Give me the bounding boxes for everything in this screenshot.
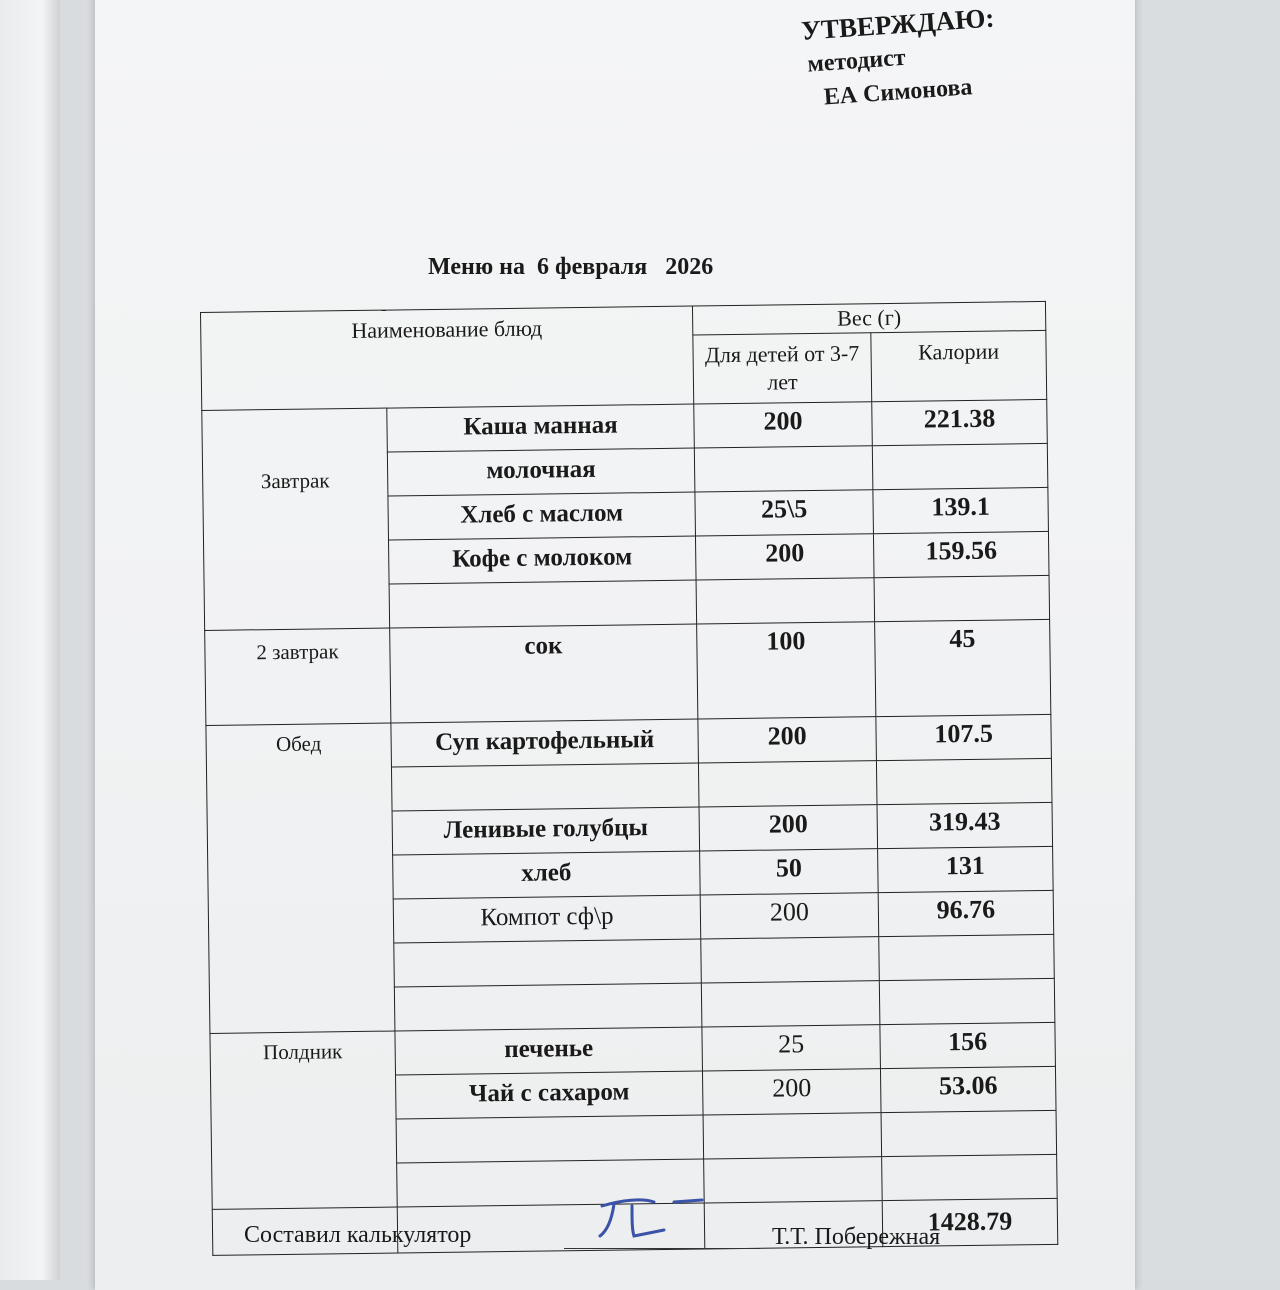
dish-weight	[704, 1157, 883, 1203]
menu-title: Меню на 6 февраля 2026	[428, 254, 714, 280]
dish-name	[396, 1115, 704, 1163]
dish-weight	[694, 446, 873, 492]
document-footer	[244, 1222, 1004, 1262]
approval-position: методист	[806, 44, 907, 78]
header-children-age: Для детей от 3-7 лет	[693, 333, 872, 404]
dish-name	[394, 983, 702, 1031]
dish-weight: 200	[699, 805, 878, 851]
meal-breakfast: Завтрак	[202, 408, 390, 630]
table-row	[205, 619, 1051, 725]
dish-weight: 100	[697, 622, 876, 719]
dish-weight: 50	[700, 849, 879, 895]
dish-name: Чай с сахаром	[396, 1071, 704, 1119]
background	[1135, 0, 1280, 1280]
dish-weight: 25	[702, 1025, 881, 1071]
dish-weight: 25\5	[695, 490, 874, 536]
approval-name: ЕА Симонова	[822, 74, 974, 111]
dish-calories	[872, 443, 1048, 489]
signature-line	[564, 1248, 760, 1249]
dish-calories	[879, 978, 1055, 1024]
compiled-by-label: Составил калькулятор	[244, 1222, 472, 1248]
header-dish-name: Наименование блюд	[201, 306, 694, 410]
dish-weight: 200	[698, 717, 877, 763]
dish-name: Кофе с молоком	[389, 536, 697, 584]
adjacent-page	[0, 0, 60, 1280]
dish-calories: 131	[878, 846, 1054, 892]
dish-weight	[696, 578, 875, 624]
dish-calories	[881, 1110, 1057, 1156]
dish-name	[389, 580, 697, 628]
dish-calories: 139.1	[873, 487, 1049, 533]
menu-table	[200, 301, 1058, 1256]
header-calories: Калории	[871, 330, 1047, 401]
meal-second-breakfast: 2 завтрак	[205, 628, 391, 725]
dish-weight: 200	[702, 1069, 881, 1115]
dish-calories: 156	[880, 1022, 1056, 1068]
dish-calories: 159.56	[873, 531, 1049, 577]
meal-snack: Полдник	[210, 1031, 397, 1209]
dish-calories	[882, 1154, 1058, 1200]
dish-calories	[879, 934, 1055, 980]
dish-name: Компот сф\р	[393, 895, 701, 943]
approval-heading: УТВЕРЖДАЮ:	[800, 2, 996, 46]
dish-weight: 200	[694, 402, 873, 448]
dish-name: Хлеб с маслом	[388, 492, 696, 540]
dish-name	[391, 763, 699, 811]
total-calories: 1428.79	[882, 1198, 1058, 1246]
dish-weight: 200	[700, 893, 879, 939]
dish-calories	[876, 758, 1052, 804]
dish-name: сок	[390, 624, 698, 723]
compiler-name: Т.Т. Побережная	[772, 1224, 941, 1250]
dish-calories: 107.5	[876, 714, 1052, 760]
dish-name: печенье	[395, 1027, 703, 1075]
header-weight: Вес (г)	[692, 301, 1045, 335]
dish-calories: 53.06	[880, 1066, 1056, 1112]
dish-calories	[874, 575, 1050, 621]
dish-weight	[701, 937, 880, 983]
approval-stamp	[800, 0, 1066, 116]
dish-name: Ленивые голубцы	[392, 807, 700, 855]
dish-weight	[698, 761, 877, 807]
dish-name: хлеб	[393, 851, 701, 899]
dish-calories: 221.38	[872, 399, 1048, 445]
dish-calories: 319.43	[877, 802, 1053, 848]
dish-name: Каша манная	[387, 404, 695, 452]
dish-weight: 200	[695, 534, 874, 580]
meal-lunch: Обед	[206, 723, 395, 1033]
dish-calories: 96.76	[878, 890, 1054, 936]
dish-name: Суп картофельный	[391, 719, 699, 767]
dish-weight	[703, 1113, 882, 1159]
dish-name: молочная	[387, 448, 695, 496]
menu-table-wrapper	[200, 301, 1057, 1256]
dish-weight	[701, 981, 880, 1027]
dish-calories: 45	[875, 619, 1051, 716]
dish-name	[394, 939, 702, 987]
